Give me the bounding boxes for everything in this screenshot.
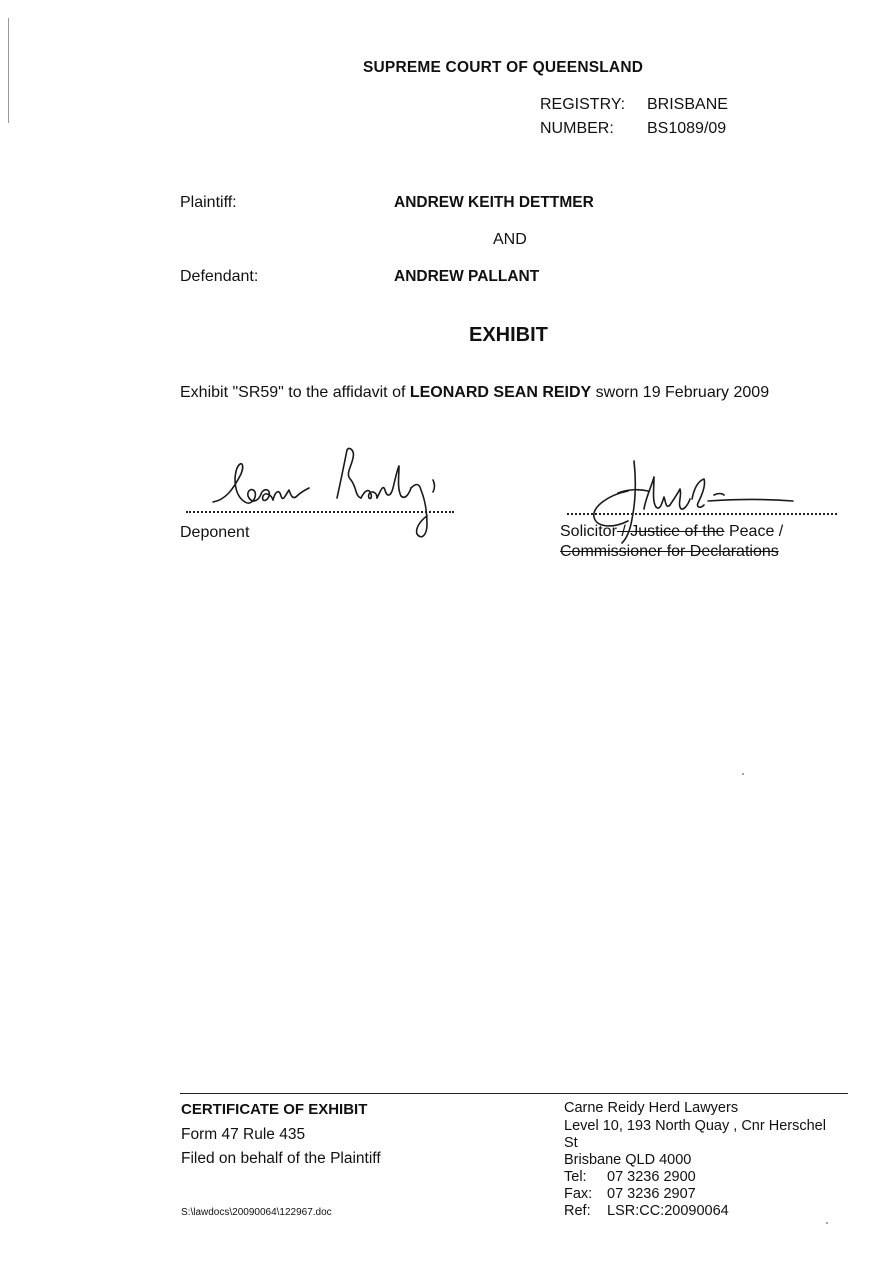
scan-speck (742, 773, 744, 775)
certificate-title: CERTIFICATE OF EXHIBIT (181, 1101, 368, 1118)
witness-signature-line (567, 513, 837, 515)
plaintiff-label: Plaintiff: (180, 194, 237, 211)
ref-label: Ref: (564, 1203, 591, 1219)
fax-value: 07 3236 2907 (607, 1186, 696, 1202)
fax-label: Fax: (564, 1186, 593, 1202)
form-rule: Form 47 Rule 435 (181, 1126, 306, 1143)
court-name: SUPREME COURT OF QUEENSLAND (363, 59, 644, 76)
exhibit-title: EXHIBIT (469, 324, 548, 346)
number-value: BS1089/09 (647, 120, 727, 137)
address-line-3: Brisbane QLD 4000 (564, 1152, 692, 1168)
tel-value: 07 3236 2900 (607, 1169, 696, 1185)
deponent-name: LEONARD SEAN REIDY (409, 384, 592, 401)
footer-rule (180, 1093, 848, 1094)
defendant-name: ANDREW PALLANT (394, 268, 540, 285)
exhibit-statement-prefix: Exhibit "SR59" to the affidavit of (180, 384, 410, 401)
tel-label: Tel: (564, 1169, 587, 1185)
filed-on-behalf: Filed on behalf of the Plaintiff (181, 1150, 381, 1167)
witness-peace: Peace / (724, 523, 784, 540)
witness-commissioner: Commissioner for Declarations (560, 543, 779, 560)
plaintiff-name: ANDREW KEITH DETTMER (394, 194, 594, 211)
exhibit-statement (180, 384, 769, 402)
address-line-1: Level 10, 193 North Quay , Cnr Herschel (564, 1118, 826, 1134)
witness-separator: / (616, 523, 631, 540)
and-text: AND (493, 231, 527, 248)
defendant-label: Defendant: (180, 268, 259, 285)
deponent-label: Deponent (180, 524, 250, 541)
registry-value: BRISBANE (647, 96, 728, 113)
document-path: S:\lawdocs\20090064\122967.doc (181, 1207, 332, 1218)
witness-title-line2 (560, 543, 779, 561)
scan-speck (826, 1222, 828, 1224)
ref-value: LSR:CC:20090064 (607, 1203, 729, 1219)
witness-title-line1 (560, 523, 783, 541)
deponent-signature-line (186, 511, 454, 513)
witness-solicitor: Solicitor (560, 523, 617, 540)
number-label: NUMBER: (540, 120, 614, 137)
exhibit-statement-suffix: sworn 19 February 2009 (591, 384, 770, 401)
registry-label: REGISTRY: (540, 96, 626, 113)
firm-name: Carne Reidy Herd Lawyers (564, 1100, 739, 1116)
scan-margin-line (8, 18, 9, 123)
witness-justice-of-the: Justice of the (630, 523, 725, 540)
address-line-2: St (564, 1135, 578, 1151)
